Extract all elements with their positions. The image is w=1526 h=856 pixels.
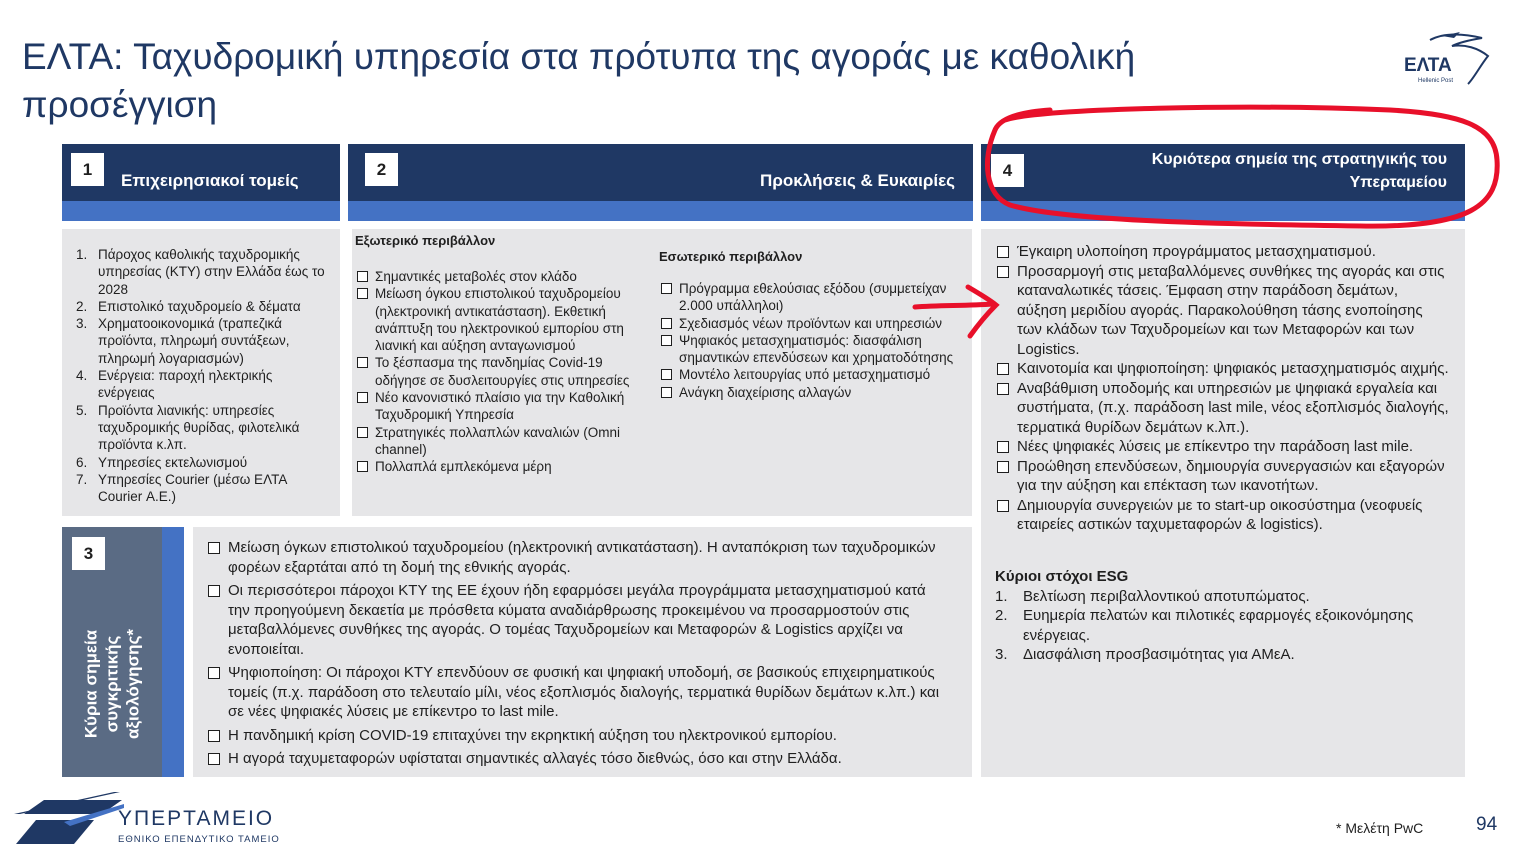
list-item: Πολλαπλά εμπλεκόμενα μέρη: [355, 458, 655, 475]
section3-label: Κύρια σημεία συγκριτικής αξιολόγησης*: [81, 628, 143, 739]
list-item: 3. Χρηματοοικονομικά (τραπεζικά προϊόντα, πληρωμή συντάξεων, πληρωμή λογαριασμών): [76, 316, 290, 366]
list-item: 1. Πάροχος καθολικής ταχυδρομικής υπηρεσίας (ΚΤΥ) στην Ελλάδα έως το 2028: [76, 247, 325, 297]
list-item: Ψηφιακός μετασχηματισμός: διασφάλιση σημαντικών επενδύσεων και χρηματοδότησης: [659, 332, 964, 367]
list-item: Μείωση όγκου επιστολικού ταχυδρομείου (ηλεκτρονική αντικατάσταση). Εκθετική ανάπτυξη του ηλεκτρονικού εμπορίου στη λιανική και αύξηση ανταγωνισμού: [355, 285, 655, 354]
list-item: Προσαρμογή στις μεταβαλλόμενες συνθήκες της αγοράς και στις καταναλωτικές τάσεις. Έμφαση στην παράδοση δεμάτων, αύξηση μεριδίου αγοράς. Παρακολούθηση τάσης ενοποίησης των κλάδων των Ταχυδρομείων και των Μεταφορών και των Logistics.: [995, 262, 1450, 360]
elta-logo-text: ΕΛΤΑ: [1404, 55, 1452, 76]
section3-label-box: [62, 590, 162, 777]
section4-header: [981, 144, 1465, 201]
section2-strip: [348, 201, 973, 221]
list-item: Η αγορά ταχυμεταφορών υφίσταται σημαντικές αλλαγές τόσο διεθνώς, όσο και στην Ελλάδα.: [206, 749, 951, 769]
section2-header: [348, 144, 973, 201]
section4-title-line2: Υπερταμείου: [1349, 174, 1447, 191]
list-item: Σημαντικές μεταβολές στον κλάδο: [355, 268, 655, 285]
list-item: Πρόγραμμα εθελούσιας εξόδου (συμμετείχαν 2.000 υπάλληλοι): [659, 280, 964, 315]
elta-logo: [1390, 26, 1500, 94]
section2-title: Προκλήσεις & Ευκαιρίες: [760, 171, 955, 190]
external-list: [355, 268, 655, 476]
list-item: 5. Προϊόντα λιανικής: υπηρεσίες ταχυδρομικής θυρίδας, φιλοτελικά προϊόντα κ.λπ.: [76, 402, 300, 453]
list-item: 1. Βελτίωση περιβαλλοντικού αποτυπώματος.: [995, 588, 1310, 605]
list-item: Μείωση όγκων επιστολικού ταχυδρομείου (ηλεκτρονική αντικατάσταση). Η ανταπόκριση των ταχυδρομικών φορέων εξαρτάται από τη δομή της εθνικής αγοράς.: [206, 538, 951, 577]
list-item: Μοντέλο λειτουργίας υπό μετασχηματισμό: [659, 366, 964, 383]
section1-title: Επιχειρησιακοί τομείς: [121, 171, 299, 190]
section4-number: 4: [991, 154, 1024, 187]
slide-title: ΕΛΤΑ: Ταχυδρομική υπηρεσία στα πρότυπα της αγοράς με καθολική προσέγγιση: [22, 36, 1136, 125]
internal-title: Εσωτερικό περιβάλλον: [659, 249, 803, 264]
list-item: Νέες ψηφιακές λύσεις με επίκεντρο την παράδοση last mile.: [995, 437, 1450, 457]
section1-header: [62, 144, 340, 201]
list-item: Το ξέσπασμα της πανδημίας Covid-19 οδήγησε σε δυσλειτουργίες στις υπηρεσίες: [355, 354, 655, 389]
list-item: Η πανδημική κρίση COVID-19 επιταχύνει την εκρηκτική αύξηση του ηλεκτρονικού εμπορίου.: [206, 726, 951, 746]
elta-logo-subtext: Hellenic Post: [1418, 78, 1454, 84]
section4-list: [995, 242, 1450, 535]
section2-number: 2: [365, 153, 398, 186]
internal-environment: [659, 249, 964, 401]
section4-panel: [981, 229, 1465, 777]
list-item: Έγκαιρη υλοποίηση προγράμματος μετασχηματισμού.: [995, 242, 1450, 262]
esg-list: [995, 587, 1440, 664]
esg-title: Κύριοι στόχοι ESG: [995, 568, 1129, 585]
list-item: Δημιουργία συνεργειών με το start-up οικοσύστημα (νεοφυείς εταιρείες αστικών ταχυμεταφορών & logistics).: [995, 496, 1450, 535]
list-item: Ψηφιοποίηση: Οι πάροχοι ΚΤΥ επενδύουν σε φυσική και ψηφιακή υποδομή, σε βασικούς επιχειρηματικούς τομείς (π.χ. παράδοση στο τελευταίο μίλι, νέος εξοπλισμός διαλογής, τερματικά θυρίδων δεμάτων κ.λπ.) και σε νέες ψηφιακές λύσεις με επίκεντρο το last mile.: [206, 663, 951, 722]
list-item: Στρατηγικές πολλαπλών καναλιών (Omni channel): [355, 424, 655, 459]
list-item: 4. Ενέργεια: παροχή ηλεκτρικής ενέργειας: [76, 368, 273, 401]
section4-title-line1: Κυριότερα σημεία της στρατηγικής του: [1151, 151, 1447, 168]
hcap-brand: ΥΠΕΡΤΑΜΕΙΟ: [118, 807, 275, 830]
list-item: Ανάγκη διαχείρισης αλλαγών: [659, 384, 964, 401]
list-item: Σχεδιασμός νέων προϊόντων και υπηρεσιών: [659, 315, 964, 332]
list-item: Νέο κανονιστικό πλαίσιο για την Καθολική Ταχυδρομική Υπηρεσία: [355, 389, 655, 424]
section4-title: [1152, 148, 1447, 194]
list-item: 7. Υπηρεσίες Courier (μέσω ΕΛΤΑ Courier Α.Ε.): [76, 471, 287, 505]
section1-panel: [62, 229, 340, 516]
internal-list: [659, 280, 964, 401]
external-title: Εξωτερικό περιβάλλον: [355, 233, 496, 248]
section1-number: 1: [71, 153, 104, 186]
list-item: Οι περισσότεροι πάροχοι ΚΤΥ της ΕΕ έχουν ήδη εφαρμόσει μεγάλα προγράμματα μετασχηματισμού κατά την προηγούμενη δεκαετία με πρόσθετα κύματα αναδιάρθρωσης προκειμένου να προσαρμοστούν στις μεταβαλλόμενες συνθήκες της αγοράς. Ο τομέας Ταχυδρομείων και Μεταφορών & Logistics αρχίζει να ενοποιείται.: [206, 581, 951, 659]
section4-strip: [981, 201, 1465, 221]
list-item: Προώθηση επενδύσεων, δημιουργία συνεργασιών και εξαγορών για την αύξηση και επέκταση των ικανοτήτων.: [995, 457, 1450, 496]
section2-panel: [352, 229, 972, 516]
hcap-logo: [14, 792, 284, 848]
list-item: 6. Υπηρεσίες εκτελωνισμού: [76, 454, 248, 470]
external-environment: [355, 233, 655, 476]
section3-panel: [193, 527, 972, 777]
footnote: * Μελέτη PwC: [1336, 820, 1424, 836]
list-item: 2. Επιστολικό ταχυδρομείο & δέματα: [76, 298, 301, 314]
page-number: 94: [1476, 814, 1498, 835]
section1-strip: [62, 201, 340, 221]
section3-list: [206, 538, 951, 769]
section3-strip: [162, 527, 184, 777]
section1-list: [76, 246, 326, 505]
list-item: Αναβάθμιση υποδομής και υπηρεσιών με ψηφιακά εργαλεία και συστήματα, (π.χ. παράδοση last mile, νέος εξοπλισμός διαλογής, τερματικά θυρίδων δεμάτων κ.λπ.).: [995, 379, 1450, 438]
list-item: Καινοτομία και ψηφιοποίηση: ψηφιακός μετασχηματισμός αιχμής.: [995, 359, 1450, 379]
hcap-brand-sub: ΕΘΝΙΚΟ ΕΠΕΝΔΥΤΙΚΟ ΤΑΜΕΙΟ: [118, 834, 280, 845]
list-item: 2. Ευημερία πελατών και πιλοτικές εφαρμογές εξοικονόμησης ενέργειας.: [995, 607, 1414, 644]
section3-number: 3: [72, 537, 105, 570]
list-item: 3. Διασφάλιση προσβασιμότητας για ΑΜεΑ.: [995, 645, 1295, 663]
